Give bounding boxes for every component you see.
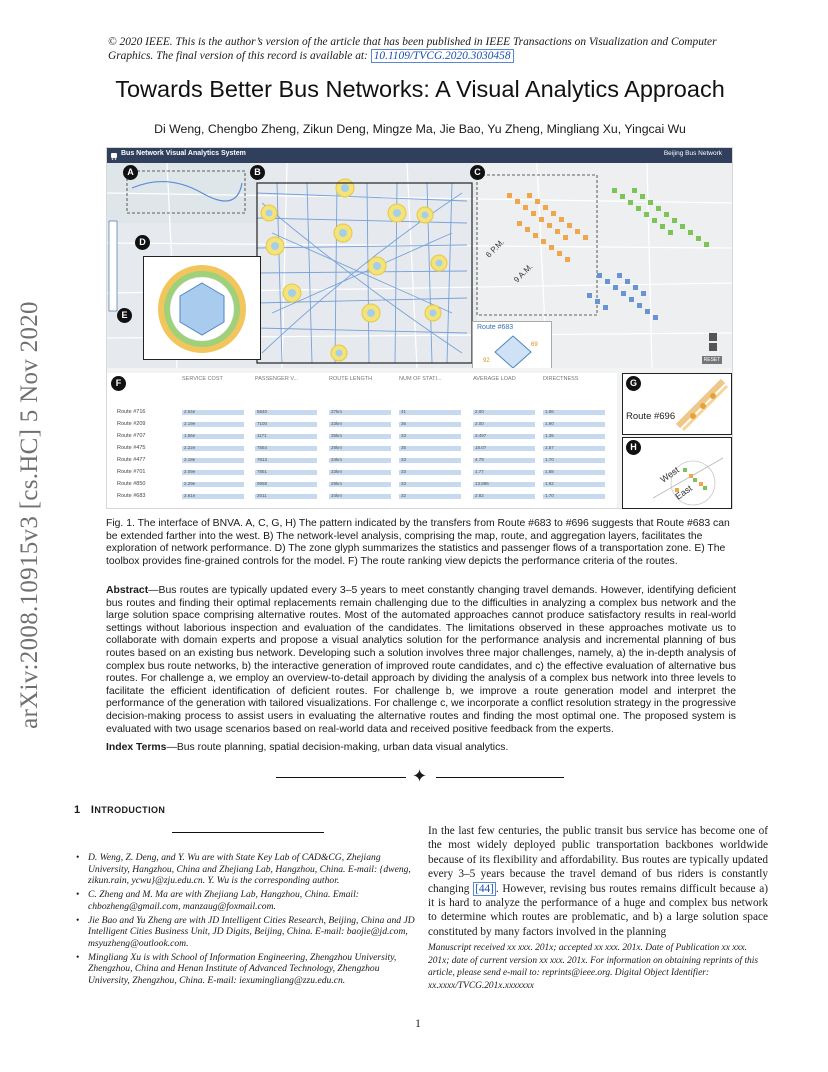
table-cell: 36 — [401, 421, 407, 426]
affiliation-item: • Mingliang Xu is with School of Information Engineering, Zhengzhou University, Zhengzhou, China and Henan Institute of Advanced Technology, Zhengzhou University, Zhengzhou, China. E-mail: iexumingliang@zzu.edu.cn. — [74, 952, 418, 987]
direction-panel[interactable] — [622, 437, 732, 509]
table-header-cell[interactable]: DIRECTNESS — [543, 376, 579, 382]
direction-label-west: West — [658, 464, 681, 485]
panel-letter-h: H — [626, 440, 641, 455]
app-brand: Beijing Bus Network — [663, 150, 722, 157]
table-row-label[interactable]: Route #850 — [117, 481, 146, 487]
footnote-rule — [172, 832, 324, 833]
intro-text-after: . However, revising bus routes remains difficult because a) it is hard to analyze the performance of a huge and complex bus network to determine which routes are problematic, and b) a large solution space constituted by many factors involved in the planning — [428, 882, 768, 938]
route-card-title: Route #683 — [477, 324, 514, 331]
arxiv-stamp-text: arXiv:2008.10915v3 [cs.HC] 5 Nov 2020 — [16, 301, 43, 729]
table-cell: 33 — [401, 433, 407, 438]
table-cell-bar — [399, 458, 461, 463]
panel-letter-d: D — [135, 235, 150, 250]
table-cell-bar — [399, 410, 461, 415]
table-cell: 4.79 — [475, 457, 484, 462]
transfer-glyph — [673, 376, 729, 432]
table-cell: 41 — [401, 409, 407, 414]
table-row-label[interactable]: Route #701 — [117, 469, 146, 475]
table-header-cell[interactable]: ROUTE LENGTH — [329, 376, 373, 382]
transfer-route-label: Route #696 — [626, 411, 676, 422]
route-summary-card[interactable] — [472, 321, 552, 368]
introduction-text — [428, 824, 768, 939]
zone-glyph-card[interactable] — [143, 256, 261, 360]
table-cell: 2.00 — [475, 421, 484, 426]
panel-letter-c: C — [470, 165, 485, 180]
doi-link[interactable]: 10.1109/TVCG.2020.3030458 — [371, 49, 514, 63]
table-cell: 27km — [331, 409, 343, 414]
table-cell: 13.886 — [475, 481, 489, 486]
manuscript-info: Manuscript received xx xxx. 201x; accepted xx xxx. 201x. Date of Publication xx xxx. 201x; date of current version xx xxx. 201x. For information on obtaining reprints of this article, please send e-mail to: reprints@ieee.org. Digital Object Identifier: xx.xxxx/TVCG.201x.xxxxxxx — [428, 943, 758, 991]
table-cell: 1.70 — [545, 493, 554, 498]
table-cell: 7851 — [257, 469, 268, 474]
table-cell: 7100 — [257, 421, 268, 426]
section-title-first: I — [90, 804, 95, 816]
panel-letter-g: G — [626, 376, 641, 391]
abstract — [106, 585, 736, 736]
table-cell-bar — [399, 422, 461, 427]
table-cell: 33km — [331, 469, 343, 474]
table-cell: 1171 — [257, 433, 267, 438]
table-cell: 1.35 — [545, 433, 554, 438]
table-cell-bar — [399, 470, 461, 475]
table-cell: 33 — [401, 457, 407, 462]
table-cell: 2.18e — [184, 457, 196, 462]
abstract-text: —Bus routes are typically updated every 3–5 years to meet constantly changing travel demands. However, identifying deficient bus routes and finding their optimal replacements remain challenging due to the difficulties in analyzing a complex bus network and the large solution space comprising alternative routes. Most of the automated approaches cannot produce satisfactory results in real-world settings without laborious inspection and evaluation of the candidates. The limitations observed in these approaches motivate us to collaborate with domain experts and propose a visual analytics solution for the performance analysis and incremental planning of bus routes based on an existing bus network. Developing such a solution involves three major challenges, namely, a) the in-depth analysis of complex bus route networks, b) the interactive generation of improved route candidates, and c) the effective evaluation of alternative bus routes. For challenge a, we employ an overview-to-detail approach by dividing the analysis of a complex bus network into three levels to facilitate the efficient identification of deficient routes. For challenge b, we improve a route generation model and interpret the performance of the generation with tailored visualizations. For challenge c, we incorporate a conflict resolution strategy in the progressive decision-making process to assist users in evaluating the alternative routes and finding the most optimal one. The proposed system is evaluated with two usage scenarios based on real-world data and received positive feedback from the experts. — [106, 585, 736, 735]
table-cell: 1.56e — [184, 433, 196, 438]
table-cell: 1.88 — [545, 469, 554, 474]
panel-letter-e: E — [117, 308, 132, 323]
affiliation-list — [74, 852, 418, 989]
table-header-cell[interactable]: SERVICE COST — [182, 376, 223, 382]
table-header-cell[interactable]: NUM OF STATI... — [399, 376, 442, 382]
abstract-label: Abstract — [106, 585, 149, 596]
table-cell: 1.77 — [475, 469, 484, 474]
index-terms — [106, 742, 736, 753]
table-cell: 33km — [331, 421, 343, 426]
table-cell: 9958 — [257, 481, 268, 486]
table-header-cell[interactable]: PASSENGER V... — [255, 376, 299, 382]
table-cell: 18.07 — [475, 445, 487, 450]
panel-letter-f: F — [111, 376, 126, 391]
table-cell: 28km — [331, 445, 343, 450]
table-cell: 33 — [401, 481, 407, 486]
table-cell: 35km — [331, 433, 343, 438]
copyright-text: © 2020 IEEE. This is the author’s version of the article that has been published in IEEE Transactions on Visualization and Computer Graphics. The final version of this record is available at: — [108, 36, 717, 62]
route-diamond-glyph — [473, 332, 551, 368]
affiliation-item: • D. Weng, Z. Deng, and Y. Wu are with State Key Lab of CAD&CG, Zhejiang University, Hangzhou, China and Zhejiang Lab, Hangzhou, China. E-mail: {dweng, zikun.rain, ycwu}@zju.edu.cn. Y. Wu is the corresponding author. — [74, 852, 418, 887]
citation-link[interactable]: [44] — [475, 882, 494, 895]
table-cell-bar — [399, 482, 461, 487]
table-cell: 32 — [401, 493, 407, 498]
zone-glyph — [144, 257, 260, 359]
separator-right — [436, 777, 564, 778]
table-cell: 2011 — [257, 493, 267, 498]
table-cell-bar — [399, 434, 461, 439]
reset-button[interactable]: RESET — [703, 357, 721, 363]
page-number: 1 — [415, 1018, 421, 1030]
table-cell-bar — [399, 446, 461, 451]
affiliation-item: • Jie Bao and Yu Zheng are with JD Intelligent Cities Research, Beijing, China and JD Intelligent Cities Business Unit, JD Digits, Beijing, China. E-mail: baojie@jd.com, msyuzheng@outlook.com. — [74, 915, 418, 950]
time-label-am: 9 A.M. — [512, 262, 535, 285]
table-cell: 2.09e — [184, 469, 196, 474]
table-cell: 34km — [331, 493, 343, 498]
intro-text-before: In the last few centuries, the public transit bus service has become one of the most widely deployed public transportation backbones worldwide because of its flexibility and affordability. Bus routes are typically updated every 3–5 years because the travel demand of bus riders is constantly changing — [428, 825, 768, 895]
table-row-label[interactable]: Route #209 — [117, 421, 146, 427]
table-cell: 1.57 — [545, 445, 554, 450]
panel-letter-b: B — [250, 165, 265, 180]
table-cell: 2.19e — [184, 421, 196, 426]
transfer-detail-panel[interactable] — [622, 373, 732, 435]
index-terms-text: —Bus route planning, spatial decision-making, urban data visual analytics. — [166, 742, 509, 753]
direction-glyph — [623, 438, 731, 508]
section-heading — [74, 804, 165, 816]
table-cell: 3.497 — [475, 433, 487, 438]
table-cell: 2.61e — [184, 493, 196, 498]
separator-diamond-icon: ✦ — [412, 766, 428, 786]
paper-title: Towards Better Bus Networks: A Visual Analytics Approach — [115, 76, 725, 102]
table-row-label[interactable]: Route #716 — [117, 409, 146, 415]
route-card-value-b: 92 — [483, 358, 490, 364]
table-header-cell[interactable]: AVERAGE LOAD — [473, 376, 516, 382]
table-cell: 29km — [331, 481, 343, 486]
time-label-pm: 6 P.M. — [484, 237, 507, 260]
bus-icon — [110, 152, 118, 160]
index-terms-label: Index Terms — [106, 742, 167, 753]
panel-letter-a: A — [123, 165, 138, 180]
table-cell: 5840 — [257, 409, 268, 414]
table-cell: 2.54e — [184, 409, 196, 414]
affiliation-item: • C. Zheng and M. Ma are with Zhejiang Lab, Hangzhou, China. Email: chbozheng@gmail.com, manzaug@foxmail.com. — [74, 889, 418, 912]
table-cell: 35 — [401, 445, 407, 450]
section-title-rest: NTRODUCTION — [94, 805, 166, 815]
app-title-bar — [107, 148, 732, 163]
table-row-label[interactable]: Route #477 — [117, 457, 146, 463]
table-cell: 1.92 — [545, 481, 554, 486]
route-card-value-a: 69 — [531, 342, 538, 348]
table-cell: 2.00 — [475, 409, 484, 414]
app-title: Bus Network Visual Analytics System — [121, 150, 246, 157]
table-cell: 33 — [401, 469, 407, 474]
table-cell: 7813 — [257, 457, 268, 462]
table-cell: 7554 — [257, 445, 268, 450]
arxiv-stamp — [10, 290, 50, 740]
table-row-label[interactable]: Route #707 — [117, 433, 146, 439]
table-cell: 2.22e — [184, 445, 196, 450]
author-list: Di Weng, Chengbo Zheng, Zikun Deng, Mingze Ma, Jie Bao, Yu Zheng, Mingliang Xu, Yingcai Wu — [154, 122, 686, 136]
table-cell: 1.90 — [545, 421, 554, 426]
table-row-label[interactable]: Route #475 — [117, 445, 146, 451]
figure-caption: Fig. 1. The interface of BNVA. A, C, G, H) The pattern indicated by the transfers from Route #683 to #696 suggests that Route #683 can be extended farther into the west. B) The network-level analysis, comprising the map, route, and aggregation layers, facilitates the exploration of network performance. D) The zone glyph summarizes the statistics and passenger flows of a transportation zone. E) The toolbox provides fine-grained controls for the model. F) The route ranking view depicts the performance criteria of the routes. — [106, 518, 730, 568]
table-cell: 2.82 — [475, 493, 484, 498]
route-ranking-view[interactable] — [107, 373, 617, 508]
table-cell: 1.70 — [545, 457, 554, 462]
separator-left — [276, 777, 406, 778]
table-cell: 2.29e — [184, 481, 196, 486]
table-cell: 34km — [331, 457, 343, 462]
direction-label-east: East — [673, 483, 694, 502]
map-view[interactable] — [107, 163, 732, 368]
table-cell: 1.86 — [545, 409, 554, 414]
table-row-label[interactable]: Route #683 — [117, 493, 146, 499]
table-cell-bar — [399, 494, 461, 499]
teaser-figure — [106, 147, 733, 509]
section-number: 1 — [74, 804, 81, 816]
copyright-notice — [108, 35, 748, 63]
